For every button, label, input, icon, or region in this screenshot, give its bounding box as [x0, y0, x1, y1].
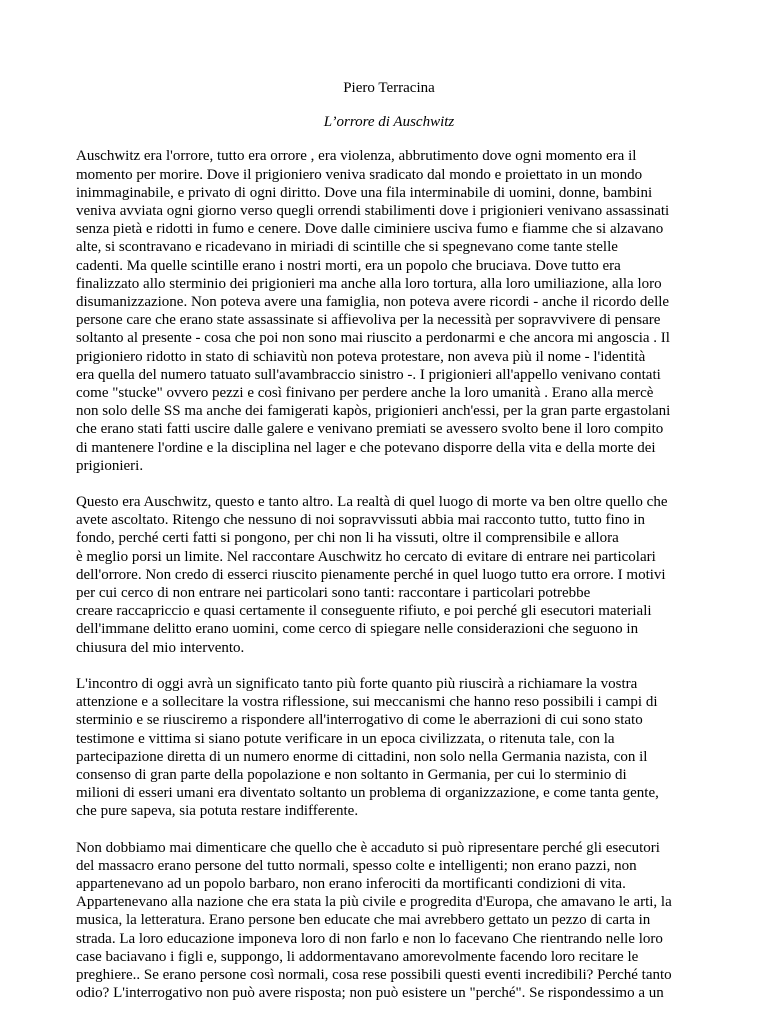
paragraph-line: preghiere.. Se erano persone così normali, cosa rese possibili questi eventi incredibili? Perché tanto [76, 966, 672, 983]
paragraph-line: strada. La loro educazione imponeva loro di non farlo e non lo facevano Che rientrando nelle loro [76, 930, 663, 947]
paragraph-line: inimmaginabile, e privato di ogni diritto. Dove una fila interminabile di uomini, donne, bambini [76, 184, 653, 201]
paragraph [76, 675, 702, 821]
paragraph-line: dell'immane delitto erano uomini, come cerco di spiegare nelle considerazioni che seguono in [76, 621, 639, 638]
paragraph-line: finalizzato allo sterminio dei prigionieri ma anche alla loro tortura, alla loro umiliazione, alla loro [76, 275, 662, 292]
paragraph-line: appartenevano ad un popolo barbaro, non erano inferociti da mortificanti condizioni di vita. [76, 875, 626, 892]
paragraph-line: fondo, perché certi fatti si pongono, per chi non li ha vissuti, oltre il comprensibile e allora [76, 530, 619, 547]
paragraph-line: che pure sapeva, sia potuta restare indifferente. [76, 803, 359, 820]
paragraph-line: avete ascoltato. Ritengo che nessuno di noi sopravvissuti abbia mai racconto tutto, tutto fino in [76, 512, 646, 529]
paragraph-line: attenzione e a sollecitare la vostra riflessione, sui meccanismi che hanno reso possibili i campi di [76, 694, 658, 711]
paragraph-line: L'incontro di oggi avrà un significato tanto più forte quanto più riuscirà a richiamare la vostra [76, 675, 638, 692]
paragraph-line: odio? L'interrogativo non può avere risposta; non può esistere un "perché". Se rispondessimo a un [76, 985, 664, 1002]
paragraph-line: prigionieri. [76, 457, 144, 474]
document-page [76, 79, 702, 1020]
paragraph [76, 147, 702, 475]
paragraph-line: come "stucke" ovvero pezzi e così finivano per perdere anche la loro umanità . Erano alla mercè [76, 385, 654, 402]
paragraph-line: sterminio e se riusciremo a rispondere all'interrogativo di come le aberrazioni di cui sono stato [76, 712, 643, 729]
paragraph-line: consenso di gran parte della popolazione e non soltanto in Germania, per cui lo sterminio di [76, 766, 627, 783]
paragraph [76, 839, 702, 1003]
paragraph-line: senza pietà e ridotti in fumo e cenere. Dove dalle ciminiere usciva fumo e fiamme che si alzavano [76, 221, 664, 238]
paragraph-line: era quella del numero tatuato sull'avambraccio sinistro -. I prigionieri all'appello venivano contati [76, 366, 661, 383]
paragraph-line: chiusura del mio intervento. [76, 639, 245, 656]
paragraph-line: che erano stati fatti uscire dalle galere e venivano premiati se avessero svolto bene il loro compito [76, 421, 664, 438]
paragraph-line: veniva avviata ogni giorno verso quegli orrendi stabilimenti dove i prigionieri venivano assassinati [76, 203, 670, 220]
author-name: Piero Terracina [343, 80, 435, 96]
paragraph [76, 493, 702, 657]
paragraph-line: per cui cerco di non entrare nei particolari sono tanti: raccontare i particolari potrebbe [76, 585, 591, 602]
paragraph-line: creare raccapriccio e quasi certamente il conseguente rifiuto, e poi perché gli esecutori materiali [76, 603, 652, 620]
paragraph-line: testimone e vittima si siano potute verificare in un epoca civilizzata, o ritenuta tale, con la [76, 730, 615, 747]
paragraph-line: è meglio porsi un limite. Nel raccontare Auschwitz ho cercato di evitare di entrare nei particolari [76, 548, 656, 565]
paragraph-line: Non dobbiamo mai dimenticare che quello che è accaduto si può ripresentare perché gli esecutori [76, 839, 660, 856]
paragraph-line: del massacro erano persone del tutto normali, spesso colte e intelligenti; non erano pazzi, non [76, 857, 637, 874]
paragraph-line: di mantenere l'ordine e la disciplina nel lager e che potevano disporre della vita e della morte dei [76, 439, 656, 456]
paragraph-line: non solo delle SS ma anche dei famigerati kapòs, prigionieri anch'essi, per la gran parte ergastolani [76, 403, 671, 420]
paragraph-line: cadenti. Ma quelle scintille erano i nostri morti, era un popolo che bruciava. Dove tutto era [76, 257, 621, 274]
paragraph-line: partecipazione diretta di un numero enorme di cittadini, non solo nella Germania nazista, con il [76, 748, 648, 765]
paragraph-line: persone care che erano state assassinate si affievoliva per la necessità per sopravvivere di pensare [76, 312, 661, 329]
paragraph-line: dell'orrore. Non credo di esserci riuscito pienamente perché in quel luogo tutto era orrore. I motivi [76, 566, 666, 583]
paragraph-line: milioni di esseri umani era diventato soltanto un problema di organizzazione, e come tanta gente, [76, 785, 659, 802]
paragraph-line: case baciavano i figli e, suppongo, li addormentavano amorevolmente facendo loro recitare le [76, 948, 639, 965]
paragraph-line: alte, si scontravano e ricadevano in miriadi di scintille che si spegnevano come tante stelle [76, 239, 618, 256]
document-body [76, 147, 702, 1002]
paragraph-line: Auschwitz era l'orrore, tutto era orrore , era violenza, abbrutimento dove ogni momento era il [76, 148, 637, 165]
paragraph-line: Appartenevano alla nazione che era stata la più civile e progredita d'Europa, che amavano le arti, la [76, 894, 672, 911]
document-title: L’orrore di Auschwitz [323, 114, 455, 131]
paragraph-line: musica, la letteratura. Erano persone ben educate che mai avrebbero gettato un pezzo di carta in [76, 912, 651, 929]
paragraph-line: momento per morire. Dove il prigioniero veniva sradicato dal mondo e proiettato in un mondo [76, 166, 643, 183]
paragraph-line: prigioniero ridotto in stato di schiavitù non poteva protestare, non aveva più il nome - l'identità [76, 348, 646, 365]
paragraph-line: disumanizzazione. Non poteva avere una famiglia, non poteva avere ricordi - anche il ricordo delle [76, 294, 670, 311]
paragraph-line: soltanto al presente - cosa che poi non sono mai riuscito a perdonarmi e che ancora mi angoscia . Il [76, 330, 670, 347]
paragraph-line: Questo era Auschwitz, questo e tanto altro. La realtà di quel luogo di morte va ben oltre quello che [76, 494, 668, 511]
